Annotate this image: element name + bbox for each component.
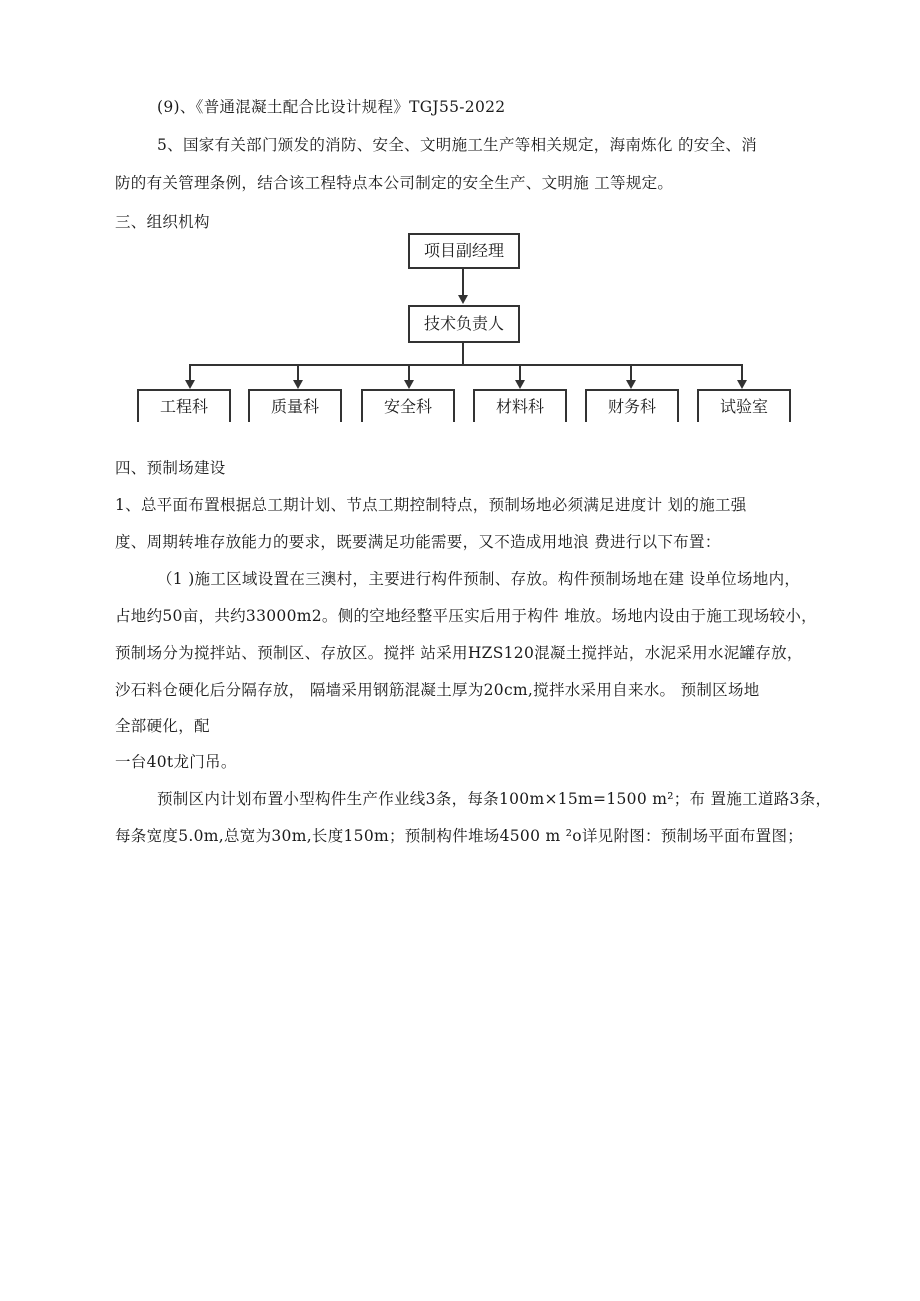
- arrow-down-icon: [185, 380, 195, 389]
- paragraph-production-line2: 每条宽度5.0m,总宽为30m,长度150m；预制构件堆场4500 m ²o详见附图：预制场平面布置图；: [115, 827, 804, 845]
- section-heading-precast-yard: 四、预制场建设: [115, 459, 226, 477]
- arrow-down-icon: [404, 380, 414, 389]
- arrow-down-icon: [626, 380, 636, 389]
- connector-line: [297, 364, 299, 380]
- connector-line: [408, 364, 410, 380]
- paragraph-area-line5: 全部硬化，配: [115, 717, 210, 735]
- connector-line: [462, 343, 464, 365]
- arrow-down-icon: [458, 295, 468, 304]
- paragraph-area-line3: 预制场分为搅拌站、预制区、存放区。搅拌 站采用HZS120混凝土搅拌站，水泥采用水泥罐存放，: [115, 644, 803, 662]
- paragraph-regulations-line2: 防的有关管理条例，结合该工程特点本公司制定的安全生产、文明施 工等规定。: [115, 174, 674, 192]
- section-heading-organization: 三、组织机构: [115, 213, 210, 231]
- org-box-engineering: 工程科: [137, 389, 231, 422]
- paragraph-area-line1: （1 )施工区域设置在三澳村，主要进行构件预制、存放。构件预制场地在建 设单位场地内，: [157, 570, 801, 588]
- org-box-quality: 质量科: [248, 389, 342, 422]
- paragraph-regulations-line1: 5、国家有关部门颁发的消防、安全、文明施工生产等相关规定，海南炼化 的安全、消: [157, 136, 757, 154]
- org-box-safety: 安全科: [361, 389, 455, 422]
- connector-line: [630, 364, 632, 380]
- paragraph-production-line1: 预制区内计划布置小型构件生产作业线3条，每条100m×15m=1500 m²；布 置施工道路3条，: [157, 790, 832, 808]
- org-box-deputy-manager: 项目副经理: [408, 233, 520, 269]
- paragraph-layout-line1: 1、总平面布置根据总工期计划、节点工期控制特点，预制场地必须满足进度计 划的施工强: [115, 496, 747, 514]
- connector-line: [519, 364, 521, 380]
- paragraph-standard-9: (9)、《普通混凝土配合比设计规程》TGJ55-2022: [157, 98, 506, 116]
- org-chart: [0, 0, 920, 440]
- connector-line: [462, 269, 464, 295]
- paragraph-area-line4: 沙石料仓硬化后分隔存放， 隔墙采用钢筋混凝土厚为20cm,搅拌水采用自来水。 预制区场地: [115, 681, 760, 699]
- connector-line: [189, 364, 191, 380]
- connector-bus-line: [189, 364, 743, 366]
- org-box-finance: 财务科: [585, 389, 679, 422]
- paragraph-area-line2: 占地约50亩，共约33000m2。侧的空地经整平压实后用于构件 堆放。场地内设由于施工现场较小，: [115, 607, 817, 625]
- paragraph-layout-line2: 度、周期转堆存放能力的要求，既要满足功能需要，又不造成用地浪 费进行以下布置：: [115, 533, 721, 551]
- org-box-laboratory: 试验室: [697, 389, 791, 422]
- connector-line: [741, 364, 743, 380]
- org-box-materials: 材料科: [473, 389, 567, 422]
- arrow-down-icon: [737, 380, 747, 389]
- arrow-down-icon: [293, 380, 303, 389]
- paragraph-area-line6: 一台40t龙门吊。: [115, 753, 237, 771]
- arrow-down-icon: [515, 380, 525, 389]
- org-box-technical-lead: 技术负责人: [408, 305, 520, 343]
